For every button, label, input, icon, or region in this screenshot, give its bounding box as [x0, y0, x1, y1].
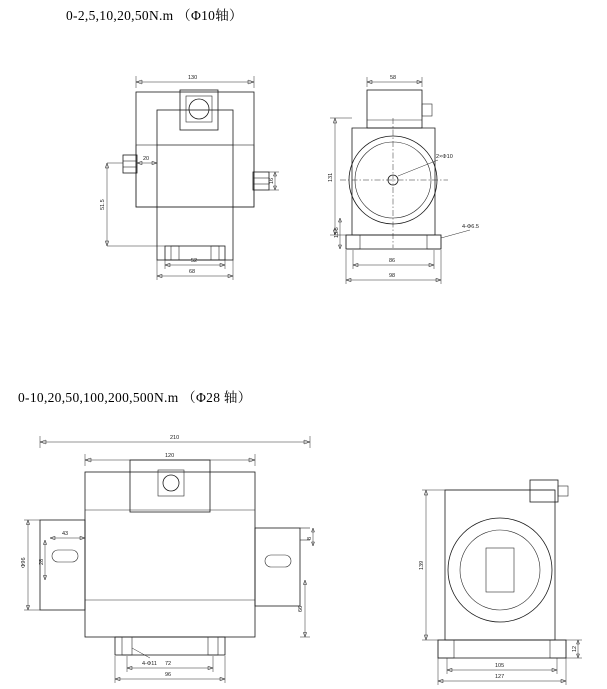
- dim-label-58: 58: [390, 75, 397, 81]
- dim-label-139: 139: [419, 560, 425, 570]
- dim-label-98: 98: [389, 273, 396, 279]
- base-plate-side-large: [438, 640, 566, 658]
- dim-16: [269, 172, 279, 190]
- body-outline: [136, 90, 254, 260]
- dim-width-130: [136, 75, 254, 88]
- page-title-top: 0-2,5,10,20,50N.m （Φ10轴）: [66, 8, 243, 23]
- dim-98: [346, 250, 441, 284]
- dim-43: [50, 531, 85, 540]
- dim-105: [447, 658, 557, 674]
- left-foot: [123, 155, 137, 173]
- round-body: [340, 118, 453, 248]
- body-outline-large: [40, 460, 310, 637]
- dim-51-5: [100, 163, 165, 246]
- dim-label-120: 120: [165, 453, 175, 459]
- dim-label-16: 16: [269, 177, 275, 184]
- dim-label-51-5: 51.5: [100, 199, 106, 210]
- dim-20: [137, 156, 157, 165]
- dim-86: [353, 250, 434, 269]
- dim-label-13-5: 13.5: [334, 227, 340, 238]
- dim-label-96: 96: [165, 672, 172, 678]
- figure-large-front: [10, 420, 350, 685]
- round-body-large: [445, 480, 568, 640]
- dim-label-20: 20: [143, 156, 150, 162]
- dim-139: [419, 490, 445, 640]
- figure-large-side: [400, 470, 605, 685]
- note-holes-large: 4-Φ11: [142, 661, 157, 667]
- note-holes: 4-Φ6.5: [462, 224, 479, 230]
- dim-label-105: 105: [495, 663, 505, 669]
- right-foot: [253, 172, 269, 190]
- figure-small-side: [310, 60, 540, 300]
- dim-label-127: 127: [495, 674, 505, 680]
- dim-label-52: 52: [191, 258, 198, 264]
- dim-72: [127, 656, 213, 672]
- dim-label-72: 72: [165, 661, 172, 667]
- dim-label-130: 130: [188, 75, 198, 81]
- dim-label-43: 43: [62, 531, 69, 537]
- dim-label-8: 8: [307, 536, 313, 540]
- figure-small-front: [85, 60, 315, 290]
- dim-label-28: 28: [39, 558, 45, 565]
- dim-label-86: 86: [389, 258, 396, 264]
- dim-12: [566, 640, 582, 658]
- dim-label-66: 66: [298, 605, 304, 612]
- dim-210: [40, 435, 310, 448]
- dim-label-210: 210: [170, 435, 180, 441]
- dim-label-12: 12: [572, 645, 578, 652]
- dim-label-phi96: Φ96: [21, 557, 27, 568]
- dim-phi96: [21, 520, 40, 610]
- dim-label-68: 68: [189, 269, 196, 275]
- dim-58: [367, 75, 422, 87]
- dim-120: [85, 453, 255, 466]
- dim-label-131: 131: [328, 172, 334, 182]
- connector-box: [367, 90, 432, 128]
- note-shaft: 2×Φ10: [436, 154, 453, 160]
- dim-8: [307, 528, 315, 546]
- page-title-bottom: 0-10,20,50,100,200,500N.m （Φ28 轴）: [18, 390, 252, 405]
- base-plate-side: [346, 224, 479, 249]
